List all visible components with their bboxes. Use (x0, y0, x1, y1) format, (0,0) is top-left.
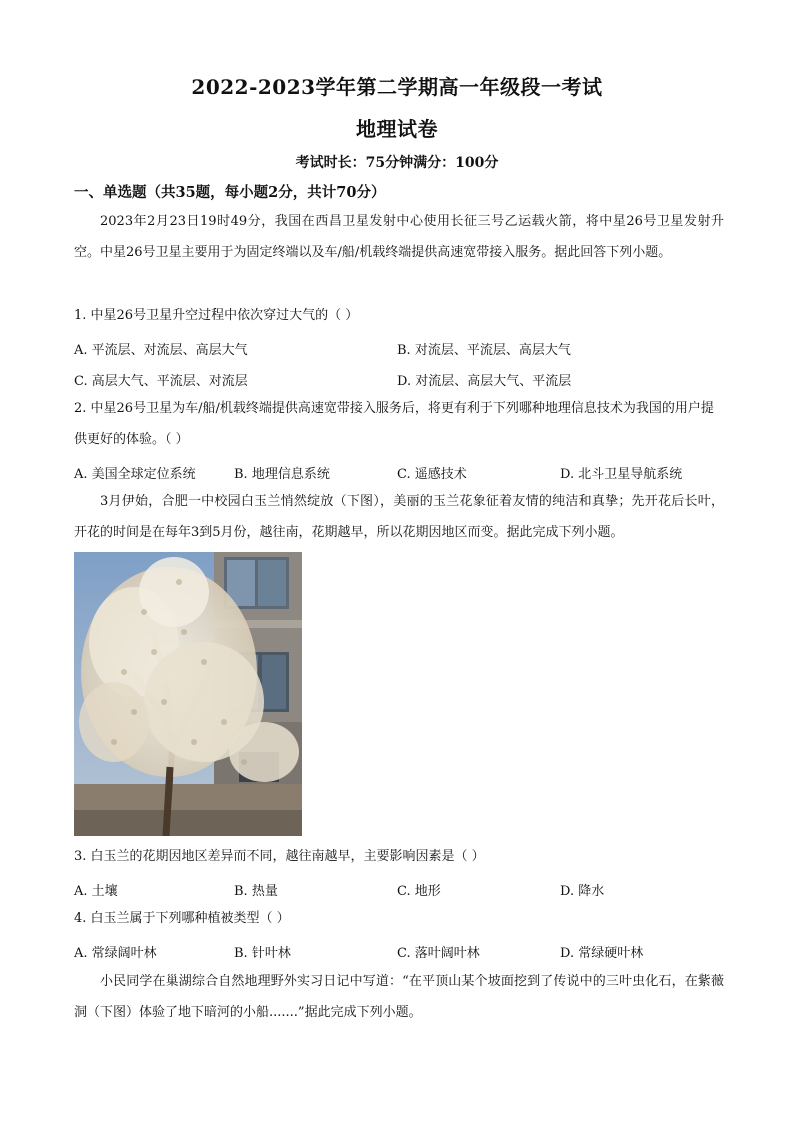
question-3-option-b[interactable]: B. 热量 (234, 884, 278, 899)
question-3-option-a[interactable]: A. 土壤 (74, 884, 118, 899)
question-4-option-b[interactable]: B. 针叶林 (234, 946, 291, 961)
passage-field-trip: 小民同学在巢湖综合自然地理野外实习日记中写道：“在平顶山某个坡面挖到了传说中的三叶虫化石，在紫薇洞（下图）体验了地下暗河的小船.......”据此完成下列小题。 (74, 974, 724, 1020)
question-1-option-a[interactable]: A. 平流层、对流层、高层大气 (74, 343, 248, 358)
question-4-option-a[interactable]: A. 常绿阔叶林 (74, 946, 157, 961)
question-4-option-c[interactable]: C. 落叶阔叶林 (397, 946, 480, 961)
question-1-option-b[interactable]: B. 对流层、平流层、高层大气 (397, 343, 571, 358)
question-2-option-a[interactable]: A. 美国全球定位系统 (74, 467, 196, 482)
section-heading: 一、单选题（共35题，每小题2分，共计70分） (74, 184, 386, 201)
exam-title: 2022-2023学年第二学期高一年级段一考试 (191, 75, 603, 99)
subject-title: 地理试卷 (356, 117, 438, 141)
magnolia-photo (74, 552, 302, 836)
question-2-option-d[interactable]: D. 北斗卫星导航系统 (560, 467, 683, 482)
question-4-stem: 4. 白玉兰属于下列哪种植被类型（ ） (74, 911, 290, 926)
question-1-stem: 1. 中星26号卫星升空过程中依次穿过大气的（ ） (74, 308, 359, 323)
passage-satellite: 2023年2月23日19时49分，我国在西昌卫星发射中心使用长征三号乙运载火箭，将中星26号卫星发射升空。中星26号卫星主要用于为固定终端以及车/船/机载终端提供高速宽带接入服务。据此回答下列小题。 (74, 214, 724, 260)
question-4-option-d[interactable]: D. 常绿硬叶林 (560, 946, 644, 961)
question-1-option-c[interactable]: C. 高层大气、平流层、对流层 (74, 374, 248, 389)
question-2-option-b[interactable]: B. 地理信息系统 (234, 467, 330, 482)
passage-magnolia: 3月伊始，合肥一中校园白玉兰悄然绽放（下图），美丽的玉兰花象征着友情的纯洁和真挚；先开花后长叶，开花的时间是在每年3到5月份，越往南，花期越早，所以花期因地区而变。据此完成下列小题。 (74, 494, 724, 540)
question-3-option-d[interactable]: D. 降水 (560, 884, 605, 899)
question-2-stem: 2. 中星26号卫星为车/船/机载终端提供高速宽带接入服务后，将更有利于下列哪种地理信息技术为我国的用户提供更好的体验。（ ） (74, 401, 714, 447)
question-2-option-c[interactable]: C. 遥感技术 (397, 467, 467, 482)
question-1-option-d[interactable]: D. 对流层、高层大气、平流层 (397, 374, 572, 389)
question-3-stem: 3. 白玉兰的花期因地区差异而不同，越往南越早，主要影响因素是（ ） (74, 849, 485, 864)
exam-info: 考试时长：75分钟满分：100分 (295, 155, 499, 171)
question-3-option-c[interactable]: C. 地形 (397, 884, 441, 899)
